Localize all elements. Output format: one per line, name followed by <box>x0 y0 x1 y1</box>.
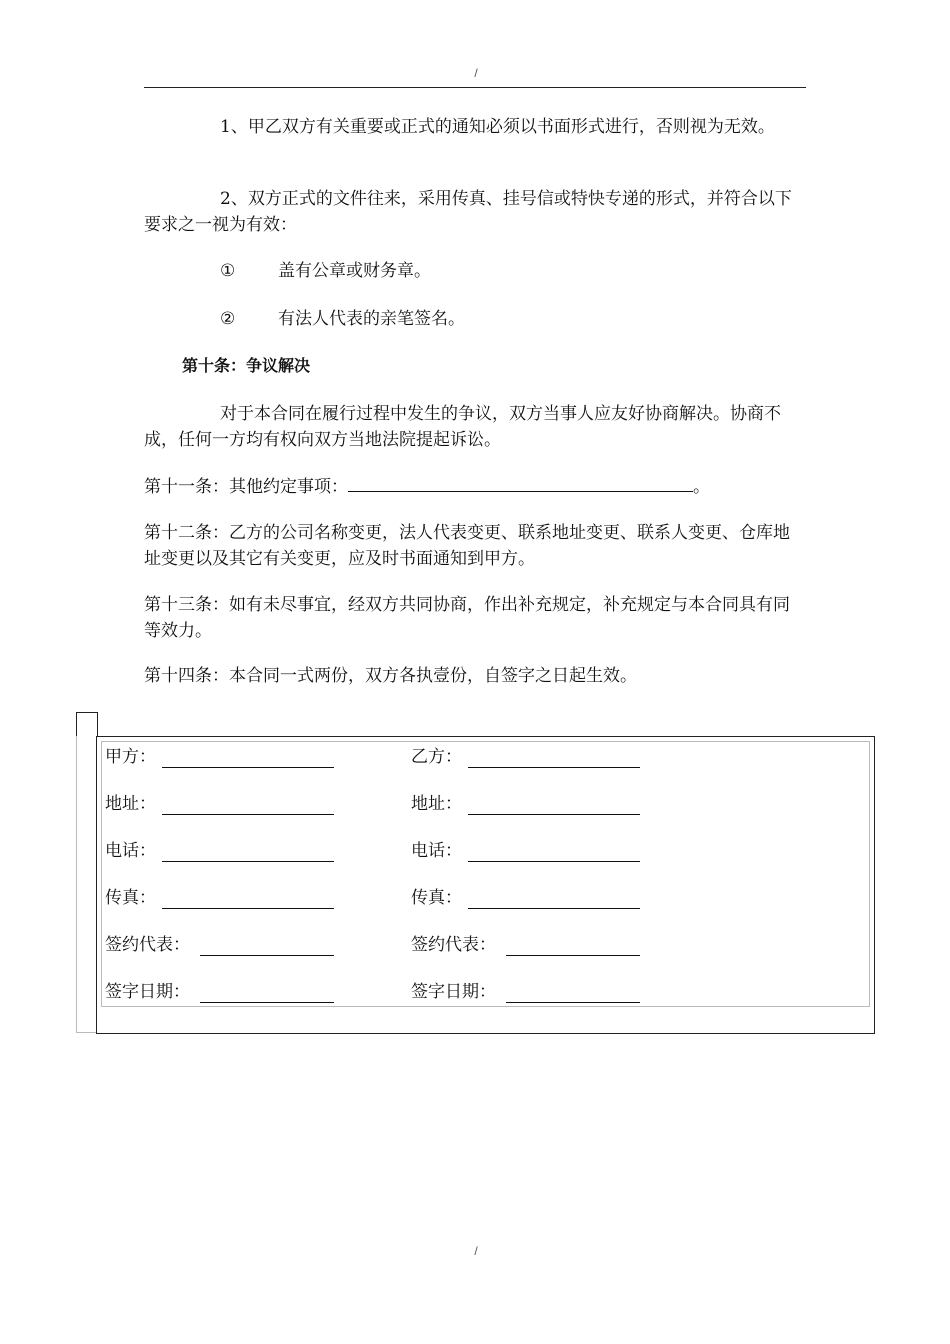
party-a-date-field <box>105 979 335 1005</box>
party-a-fax-blank[interactable] <box>162 908 334 909</box>
article-11-label: 第十一条：其他约定事项： <box>144 477 348 497</box>
party-b-phone-label: 电话： <box>411 841 462 861</box>
party-b-field <box>411 744 641 770</box>
party-b-representative-label: 签约代表： <box>411 935 496 955</box>
list-item <box>220 306 465 332</box>
party-a-phone-blank[interactable] <box>162 861 334 862</box>
party-a-label: 甲方： <box>105 747 156 767</box>
article-14: 第十四条：本合同一式两份，双方各执壹份，自签字之日起生效。 <box>144 666 637 686</box>
party-a-date-label: 签字日期： <box>105 982 190 1002</box>
party-b-date-label: 签字日期： <box>411 982 496 1002</box>
party-a-phone-label: 电话： <box>105 841 156 861</box>
party-a-representative-blank[interactable] <box>200 955 334 956</box>
article-12: 第十二条：乙方的公司名称变更，法人代表变更、联系地址变更、联系人变更、仓库地址变更以及其它有关变更，应及时书面通知到甲方。 <box>144 523 790 569</box>
party-b-address-blank[interactable] <box>468 814 640 815</box>
party-b-phone-blank[interactable] <box>468 861 640 862</box>
party-a-representative-label: 签约代表： <box>105 935 190 955</box>
party-a-fax-field <box>105 885 335 911</box>
table-corner-guide <box>76 736 97 1033</box>
article-11-end: 。 <box>693 477 710 497</box>
party-b-representative-blank[interactable] <box>506 955 640 956</box>
party-a-address-blank[interactable] <box>162 814 334 815</box>
party-a-date-blank[interactable] <box>200 1002 334 1003</box>
article-11 <box>144 473 806 500</box>
list-item <box>220 258 431 284</box>
list-item-number: ① <box>220 261 236 281</box>
party-b-address-field <box>411 791 641 817</box>
party-b-fax-blank[interactable] <box>468 908 640 909</box>
list-item-text: 有法人代表的亲笔签名。 <box>278 309 465 329</box>
party-b-fax-label: 传真： <box>411 888 462 908</box>
party-b-date-field <box>411 979 641 1005</box>
clause-notice-paragraph: 1、甲乙双方有关重要或正式的通知必须以书面形式进行，否则视为无效。 <box>220 117 775 137</box>
signature-table-inner <box>101 741 870 1007</box>
party-a-address-label: 地址： <box>105 794 156 814</box>
article-11-blank[interactable] <box>348 473 693 492</box>
party-a-field <box>105 744 335 770</box>
party-a-representative-field <box>105 932 335 958</box>
article-10-body: 对于本合同在履行过程中发生的争议，双方当事人应友好协商解决。协商不成，任何一方均有权向双方当地法院提起诉讼。 <box>144 404 781 450</box>
party-a-blank[interactable] <box>162 767 334 768</box>
clause-documents-paragraph: 2、双方正式的文件往来，采用传真、挂号信或特快专递的形式，并符合以下要求之一视为有效： <box>144 189 792 235</box>
party-b-blank[interactable] <box>468 767 640 768</box>
party-b-representative-field <box>411 932 641 958</box>
party-b-fax-field <box>411 885 641 911</box>
list-item-number: ② <box>220 309 236 329</box>
party-b-date-blank[interactable] <box>506 1002 640 1003</box>
header-mark: / <box>474 66 478 80</box>
footer-mark: / <box>474 1244 478 1258</box>
party-a-phone-field <box>105 838 335 864</box>
list-item-text: 盖有公章或财务章。 <box>278 261 431 281</box>
header-rule <box>144 87 806 88</box>
table-corner-marker <box>76 712 98 737</box>
party-b-address-label: 地址： <box>411 794 462 814</box>
article-10-heading: 第十条：争议解决 <box>182 356 311 375</box>
party-b-label: 乙方： <box>411 747 462 767</box>
party-a-address-field <box>105 791 335 817</box>
party-a-fax-label: 传真： <box>105 888 156 908</box>
article-13: 第十三条：如有未尽事宜，经双方共同协商，作出补充规定，补充规定与本合同具有同等效力。 <box>144 595 790 641</box>
party-b-phone-field <box>411 838 641 864</box>
